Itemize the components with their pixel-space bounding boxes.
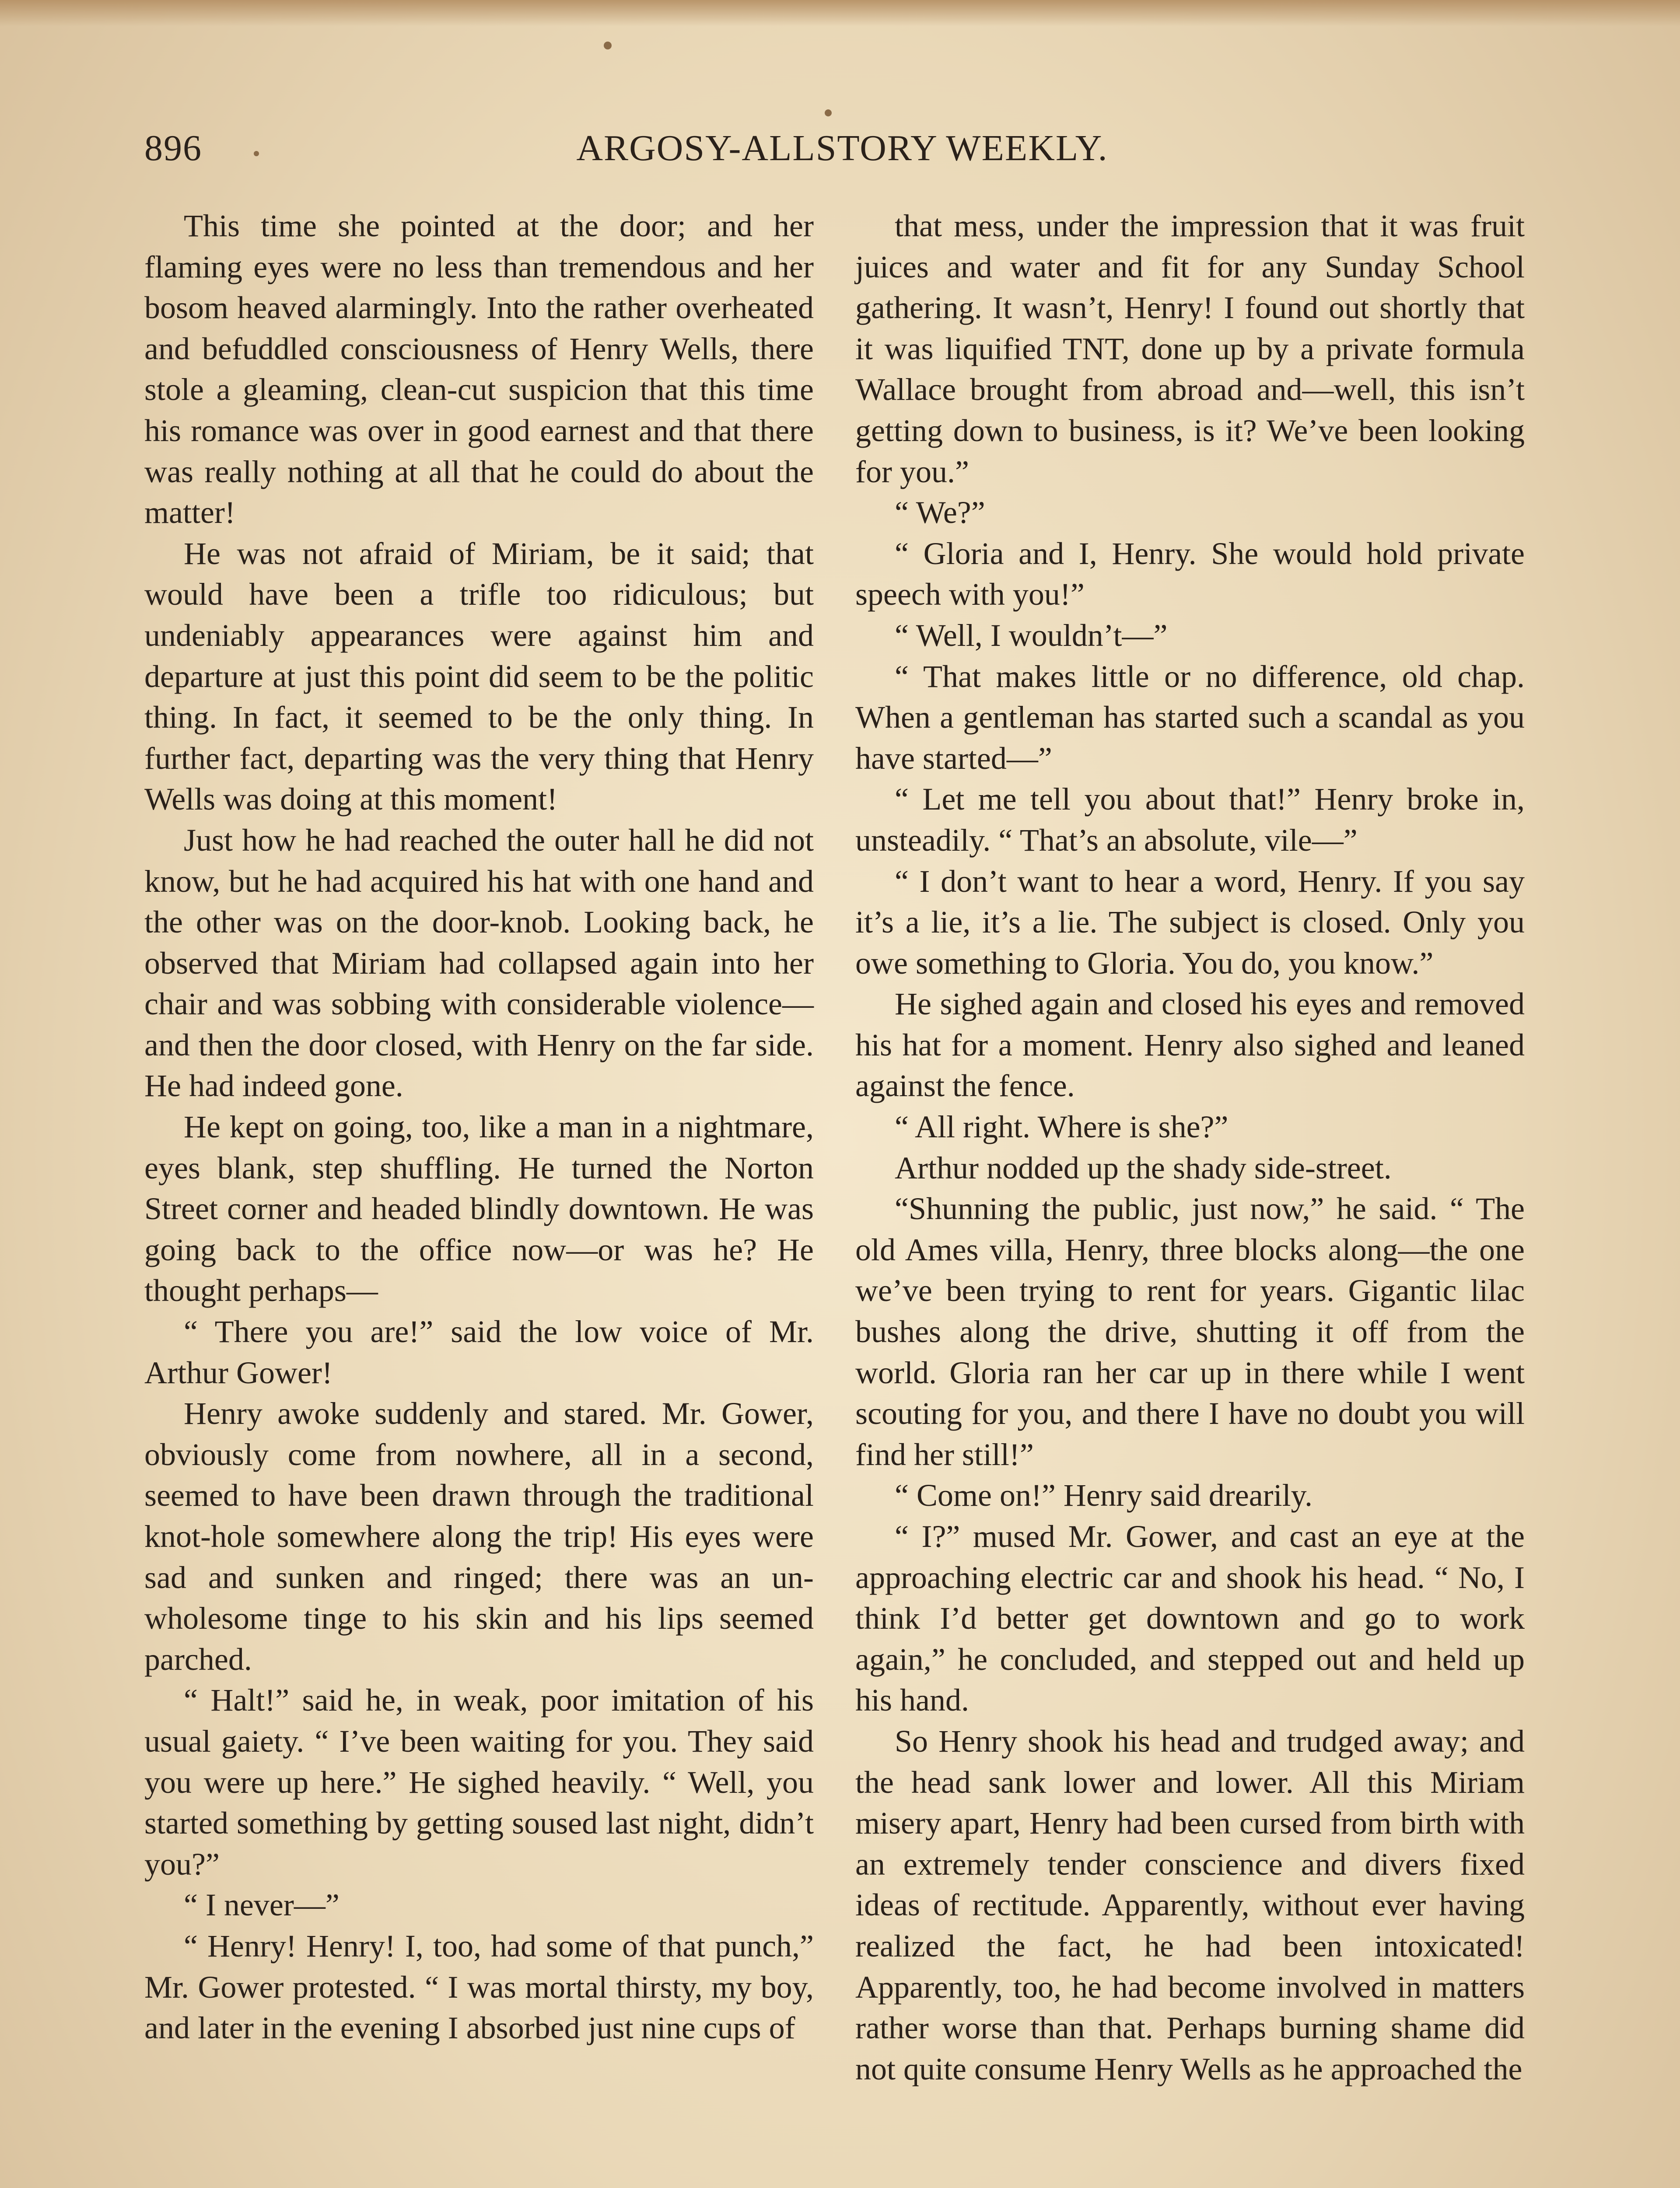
page-number: 896 [144,128,202,168]
paragraph: So Henry shook his head and trudged away; and the head sank lower and lower. All this Miriam misery apart, Henry had been cursed from birth with an extremely tender conscience and divers fixed ideas of rectitude. Apparently, without ever having realized the fact, he had been intoxicated! Apparently, too, he had become involved in matters rather worse than that. Perhaps burning shame did not quite consume Henry Wells as he approached the [855,1723,1525,2086]
paragraph: This time she pointed at the door; and her flaming eyes were no less than tremendous and her bosom heaved alarmingly. Into the rather overheated and befuddled consciousness of Henry Wells, there stole a gleaming, clean-cut suspicion that this time his romance was over in good earnest and that there was really nothing at all that he could do about the matter! [144,208,814,530]
paragraph: “ Well, I wouldn’t—” [895,617,1168,653]
paragraph: Henry awoke suddenly and stared. Mr. Gower, obviously come from nowhere, all in a second, seemed to have been drawn through the traditional knot-hole somewhere along the trip! His eyes were sad and sunken and ringed; there was an unwholesome tinge to his skin and his lips seemed parched. [144,1396,814,1677]
left-column [144,206,814,2049]
paper-speck [825,109,832,116]
paragraph: Arthur nodded up the shady side-street. [895,1150,1392,1185]
journal-title: ARGOSY-ALLSTORY WEEKLY. [576,128,1108,168]
paragraph: that mess, under the impression that it was fruit juices and water and fit for any Sunday School gathering. It wasn’t, Henry! I found out shortly that it was liquified TNT, done up by a private formula Wallace brought from abroad and—well, this isn’t getting down to business, is it? We’ve been looking for you.” [855,208,1525,489]
paragraph: “ I?” mused Mr. Gower, and cast an eye at the approaching electric car and shook his head. “ No, I think I’d better get downtown and go to work again,” he concluded, and stepped out and held up his hand. [855,1519,1525,1718]
paragraph: “ All right. Where is she?” [895,1109,1228,1145]
page-top-edge [0,0,1680,26]
paragraph: “ We?” [895,495,985,530]
paragraph: “Shunning the public, just now,” he said. “ The old Ames villa, Henry, three blocks along—the one we’ve been trying to rent for years. Gigantic lilac bushes along the drive, shutting it off from the world. Gloria ran her car up in there while I went scouting for you, and there I have no doubt you will find her still!” [855,1191,1525,1472]
paragraph: “ Come on!” Henry said drearily. [895,1478,1312,1513]
paragraph: “ I don’t want to hear a word, Henry. If you say it’s a lie, it’s a lie. The subject is closed. Only you owe something to Gloria. You do, you know.” [855,863,1525,981]
paragraph: “ Let me tell you about that!” Henry broke in, unsteadily. “ That’s an absolute, vile—” [855,782,1525,858]
page-header [144,127,1540,193]
paragraph: “ There you are!” said the low voice of Mr. Arthur Gower! [144,1314,814,1390]
paragraph: “ Gloria and I, Henry. She would hold private speech with you!” [855,536,1525,612]
paragraph: He was not afraid of Miriam, be it said; that would have been a trifle too ridiculous; but undeniably appearances were against him and departure at just this point did seem to be the politic thing. In fact, it seemed to be the only thing. In further fact, departing was the very thing that Henry Wells was doing at this moment! [144,536,814,817]
paragraph: He kept on going, too, like a man in a nightmare, eyes blank, step shuffling. He turned the Norton Street corner and headed blindly downtown. He was going back to the office now—or was he? He thought perhaps— [144,1109,814,1308]
paper-speck [604,42,612,49]
right-column [855,206,1525,2090]
paragraph: “ Halt!” said he, in weak, poor imitation of his usual gaiety. “ I’ve been waiting for you. They said you were up here.” He sighed heavily. “ Well, you started something by getting soused last night, didn’t you?” [144,1683,814,1882]
paragraph: He sighed again and closed his eyes and removed his hat for a moment. Henry also sighed and leaned against the fence. [855,986,1525,1104]
paragraph: Just how he had reached the outer hall he did not know, but he had acquired his hat with one hand and the other was on the door-knob. Looking back, he observed that Miriam had collapsed again into her chair and was sobbing with considerable violence—and then the door closed, with Henry on the far side. He had indeed gone. [144,822,814,1104]
paragraph: “ I never—” [184,1887,340,1923]
paragraph: “ That makes little or no difference, old chap. When a gentleman has started such a scandal as you have started—” [855,659,1525,776]
paragraph: “ Henry! Henry! I, too, had some of that punch,” Mr. Gower protested. “ I was mortal thirsty, my boy, and later in the evening I absorbed just nine cups of [144,1928,814,2046]
